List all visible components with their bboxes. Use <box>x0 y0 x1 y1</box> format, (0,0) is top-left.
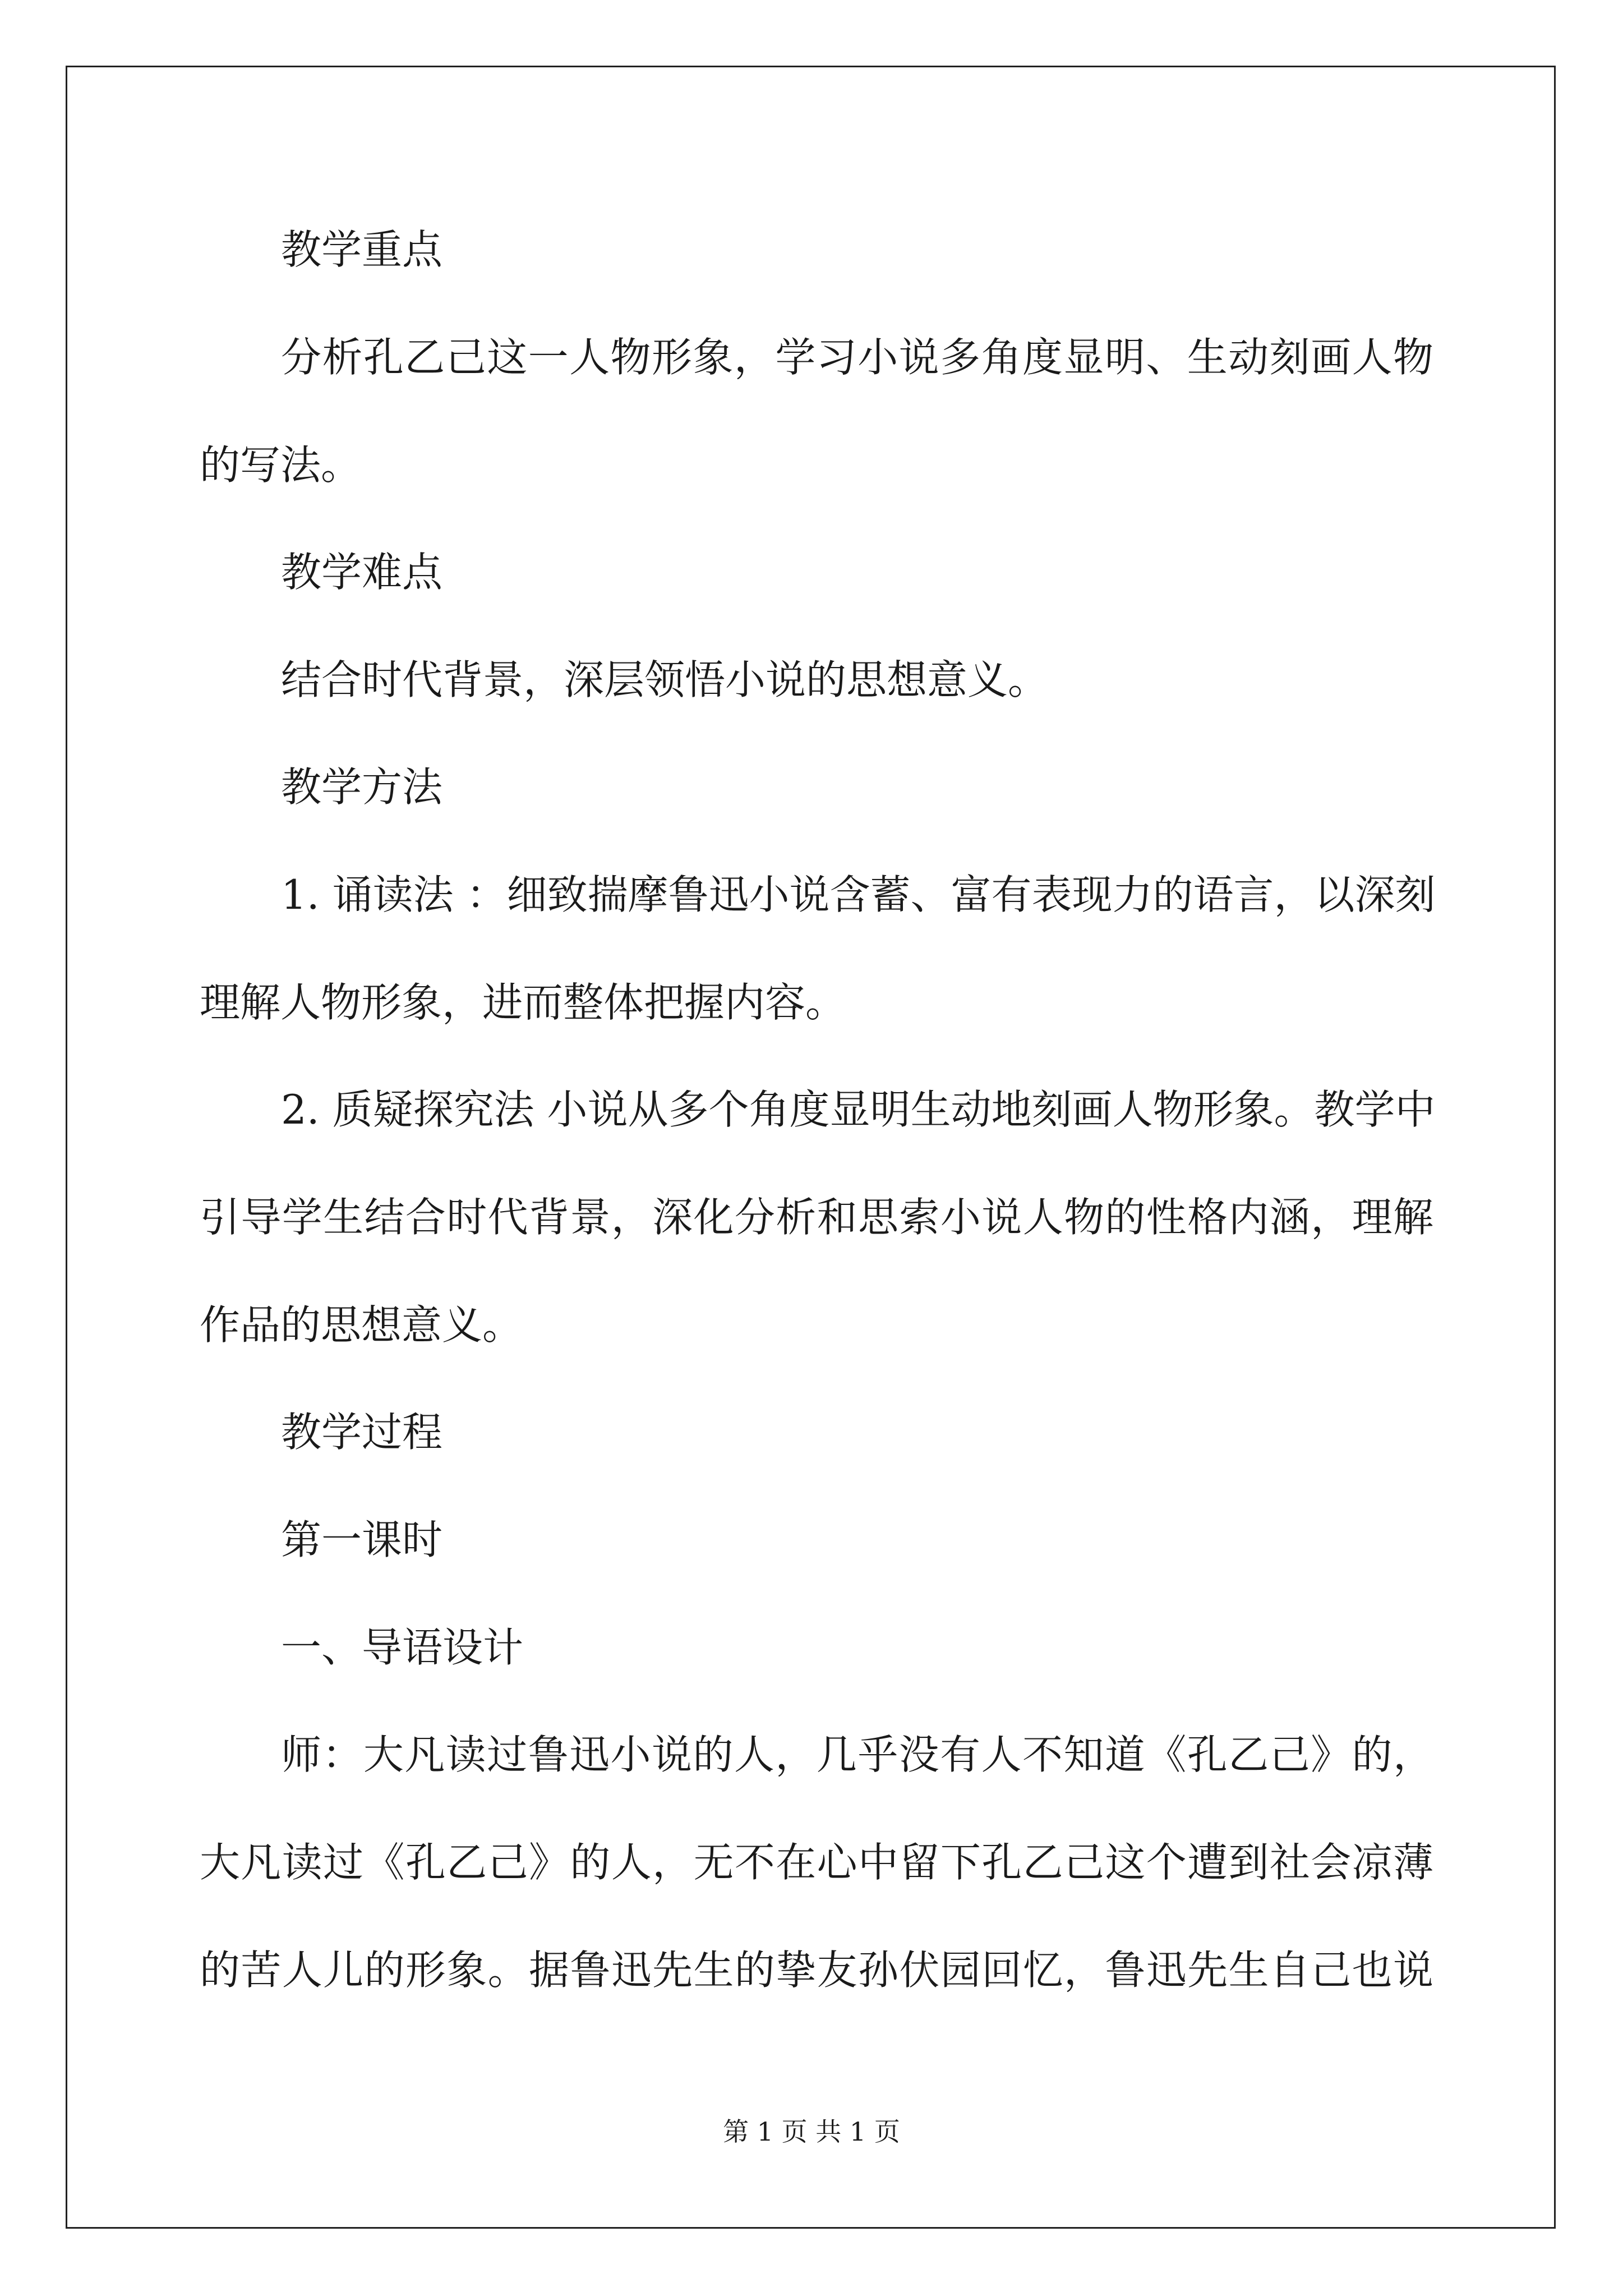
heading-teaching-focus: 教学重点 <box>281 226 443 273</box>
heading-teaching-method: 教学方法 <box>281 763 443 811</box>
paragraph-line: 作品的思想意义。 <box>200 1301 523 1349</box>
heading-teaching-process: 教学过程 <box>281 1409 443 1456</box>
heading-first-lesson: 第一课时 <box>281 1516 443 1563</box>
list-item-method-2: 2. 质疑探究法 小说从多个角度显明生动地刻画人物形象。教学中 <box>281 1086 1436 1133</box>
paragraph-line: 结合时代背景，深层领悟小说的思想意义。 <box>281 656 1049 703</box>
paragraph-line: 大凡读过《孔乙己》的人，无不在心中留下孔乙己这个遭到社会凉薄 <box>200 1839 1433 1886</box>
paragraph-line: 分析孔乙己这一人物形象，学习小说多角度显明、生动刻画人物 <box>281 334 1433 381</box>
paragraph-line: 的写法。 <box>200 441 362 489</box>
paragraph-line: 师：大凡读过鲁迅小说的人，几乎没有人不知道《孔乙己》的， <box>281 1731 1433 1778</box>
page-border <box>66 66 1556 2229</box>
paragraph-line: 引导学生结合时代背景，深化分析和思索小说人物的性格内涵，理解 <box>200 1194 1433 1241</box>
heading-intro-design: 一、导语设计 <box>281 1624 524 1671</box>
paragraph-line: 的苦人儿的形象。据鲁迅先生的挚友孙伏园回忆，鲁迅先生自己也说 <box>200 1947 1433 1994</box>
heading-teaching-difficulty: 教学难点 <box>281 549 443 596</box>
list-item-method-1: 1. 诵读法 ：细致揣摩鲁迅小说含蓄、富有表现力的语言，以深刻 <box>281 871 1436 918</box>
paragraph-line: 理解人物形象，进而整体把握内容。 <box>200 979 846 1026</box>
page-number-footer: 第 1 页 共 1 页 <box>723 2116 900 2147</box>
